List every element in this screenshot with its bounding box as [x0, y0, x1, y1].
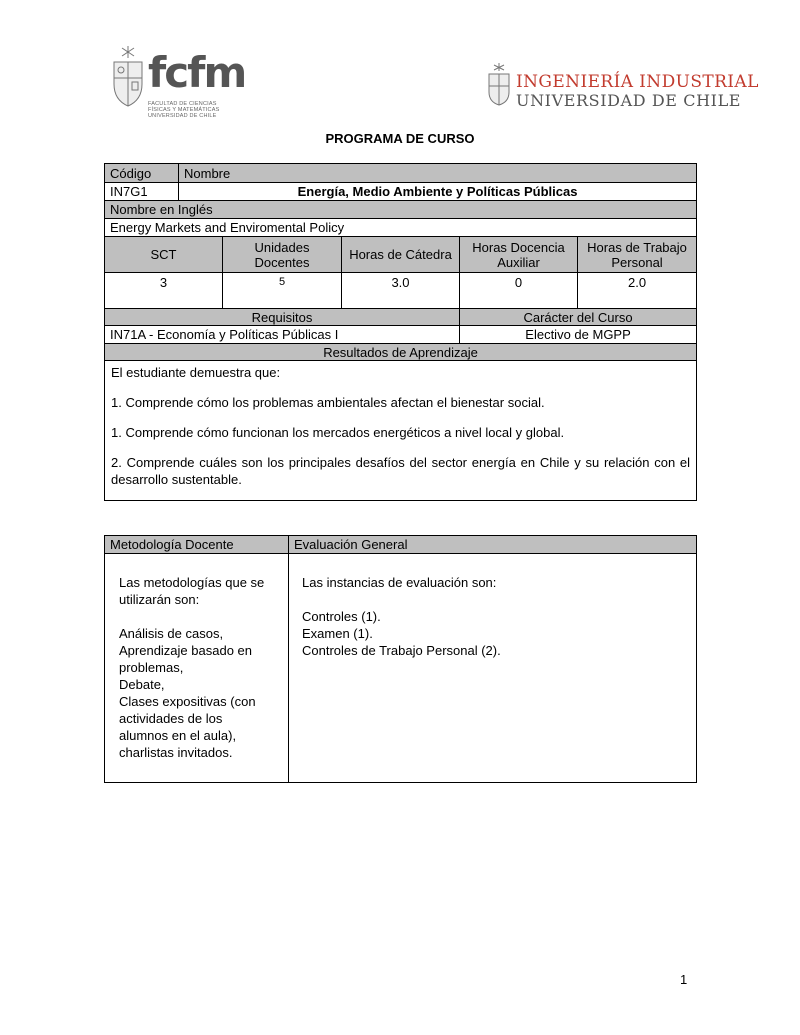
- methodology-item: Aprendizaje basado en: [119, 643, 252, 658]
- lecture-hours-value: 3.0: [342, 273, 460, 309]
- auxiliary-hours-header: Horas Docencia Auxiliar: [460, 237, 578, 273]
- evaluation-item: Examen (1).: [302, 626, 373, 641]
- learning-results-label: Resultados de Aprendizaje: [105, 344, 697, 361]
- course-character-value: Electivo de MGPP: [460, 326, 697, 344]
- methodology-item: problemas,: [119, 660, 184, 675]
- page-title: PROGRAMA DE CURSO: [325, 131, 475, 146]
- course-name: Energía, Medio Ambiente y Políticas Públicas: [179, 183, 697, 201]
- methodology-header: Metodología Docente: [105, 536, 289, 554]
- methodology-item: charlistas invitados.: [119, 745, 233, 760]
- evaluation-intro: Las instancias de evaluación son:: [302, 575, 497, 590]
- personal-work-hours-header: Horas de Trabajo Personal: [578, 237, 697, 273]
- code-label: Código: [105, 164, 179, 183]
- methodology-item: actividades de los: [119, 711, 223, 726]
- english-name: Energy Markets and Enviromental Policy: [105, 219, 697, 237]
- methodology-intro: Las metodologías que se: [119, 575, 265, 590]
- requisites-label: Requisitos: [105, 309, 460, 326]
- course-character-label: Carácter del Curso: [460, 309, 697, 326]
- results-intro: El estudiante demuestra que:: [111, 365, 281, 380]
- evaluation-item: Controles (1).: [302, 609, 381, 624]
- uchile-logo-line1: INGENIERÍA INDUSTRIAL: [516, 72, 759, 92]
- course-table: [104, 163, 697, 501]
- auxiliary-hours-value: 0: [460, 273, 578, 309]
- name-label: Nombre: [179, 164, 697, 183]
- page-number: 1: [680, 972, 688, 987]
- university-seal-icon: [108, 44, 148, 114]
- methodology-item: alumnos en el aula),: [119, 728, 237, 743]
- sct-header: SCT: [105, 237, 223, 273]
- lecture-hours-header: Horas de Cátedra: [342, 237, 460, 273]
- result-item: 1. Comprende cómo funcionan los mercados energéticos a nivel local y global.: [111, 425, 565, 440]
- evaluation-content: [289, 554, 697, 783]
- requisites-value: IN71A - Economía y Políticas Públicas I: [105, 326, 460, 344]
- english-name-label: Nombre en Inglés: [105, 201, 697, 219]
- methodology-item: Análisis de casos,: [119, 626, 224, 641]
- personal-work-hours-value: 2.0: [578, 273, 697, 309]
- fcfm-subtitle: FACULTAD DE CIENCIAS FÍSICAS Y MATEMÁTICAS UNIVERSIDAD DE CHILE: [148, 101, 220, 119]
- course-code: IN7G1: [105, 183, 179, 201]
- teaching-units-header: Unidades Docentes: [223, 237, 342, 273]
- teaching-units-value: 5: [223, 273, 342, 309]
- result-item: 1. Comprende cómo los problemas ambientales afectan el bienestar social.: [111, 395, 545, 410]
- evaluation-item: Controles de Trabajo Personal (2).: [302, 643, 501, 658]
- evaluation-header: Evaluación General: [289, 536, 697, 554]
- shield-icon: [487, 62, 511, 111]
- methodology-content: [105, 554, 289, 783]
- uchile-logo-line2: UNIVERSIDAD DE CHILE: [516, 91, 742, 110]
- methodology-item: Debate,: [119, 677, 165, 692]
- result-item: 2. Comprende cuáles son los principales desafíos del sector energía en Chile y su relación con el desarrollo sustentable.: [111, 455, 691, 487]
- fcfm-wordmark: fcfm: [148, 48, 246, 97]
- methodology-evaluation-table: [104, 535, 697, 783]
- methodology-intro: utilizarán son:: [119, 592, 200, 607]
- learning-results: [105, 361, 697, 501]
- methodology-item: Clases expositivas (con: [119, 694, 256, 709]
- sct-value: 3: [105, 273, 223, 309]
